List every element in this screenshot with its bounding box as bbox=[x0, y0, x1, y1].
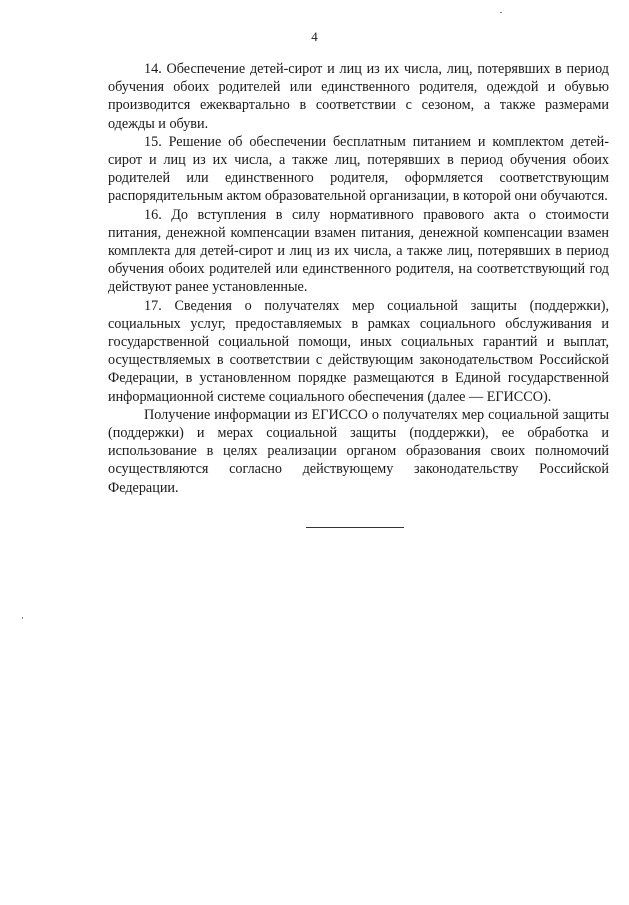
paragraph-17: 17. Сведения о получателях мер социальной защиты (поддержки), социальных услуг, предоставляемых в рамках социального обслуживания и государственной социальной помощи, иных социальных гарантий и выплат, осуществляемых в соответствии с действующим законодательством Российской Федерации, в установленном порядке размещаются в Единой государственной информационной системе социального обеспечения (далее — ЕГИССО). bbox=[108, 297, 609, 405]
page-number: 4 bbox=[311, 29, 318, 44]
scan-speck bbox=[22, 617, 23, 619]
paragraph-16: 16. До вступления в силу нормативного правового акта о стоимости питания, денежной компенсации взамен питания, денежной компенсации взамен комплекта для детей-сирот и лиц из их числа, а также лиц, потерявших в период обучения обоих родителей или единственного родителя, на соответствующий год действуют ранее установленные. bbox=[108, 206, 609, 296]
paragraph-15: 15. Решение об обеспечении бесплатным питанием и комплектом детей-сирот и лиц из их числа, а также лиц, потерявших в период обучения обоих родителей или единственного родителя, оформляется соответствующим распорядительным актом образовательной организации, в которой они обучаются. bbox=[108, 133, 609, 205]
paragraph-egisso-info: Получение информации из ЕГИССО о получателях мер социальной защиты (поддержки) и мерах социальной защиты (поддержки), ее обработка и использование в целях реализации органом образования своих полномочий осуществляются согласно действующему законодательству Российской Федерации. bbox=[108, 406, 609, 496]
end-separator-line bbox=[306, 527, 404, 528]
scan-speck bbox=[500, 12, 502, 13]
document-body bbox=[108, 60, 609, 497]
paragraph-14: 14. Обеспечение детей-сирот и лиц из их числа, лиц, потерявших в период обучения обоих родителей или единственного родителя, одеждой и обувью производится ежеквартально в соответствии с сезоном, а также размерами одежды и обуви. bbox=[108, 61, 609, 132]
